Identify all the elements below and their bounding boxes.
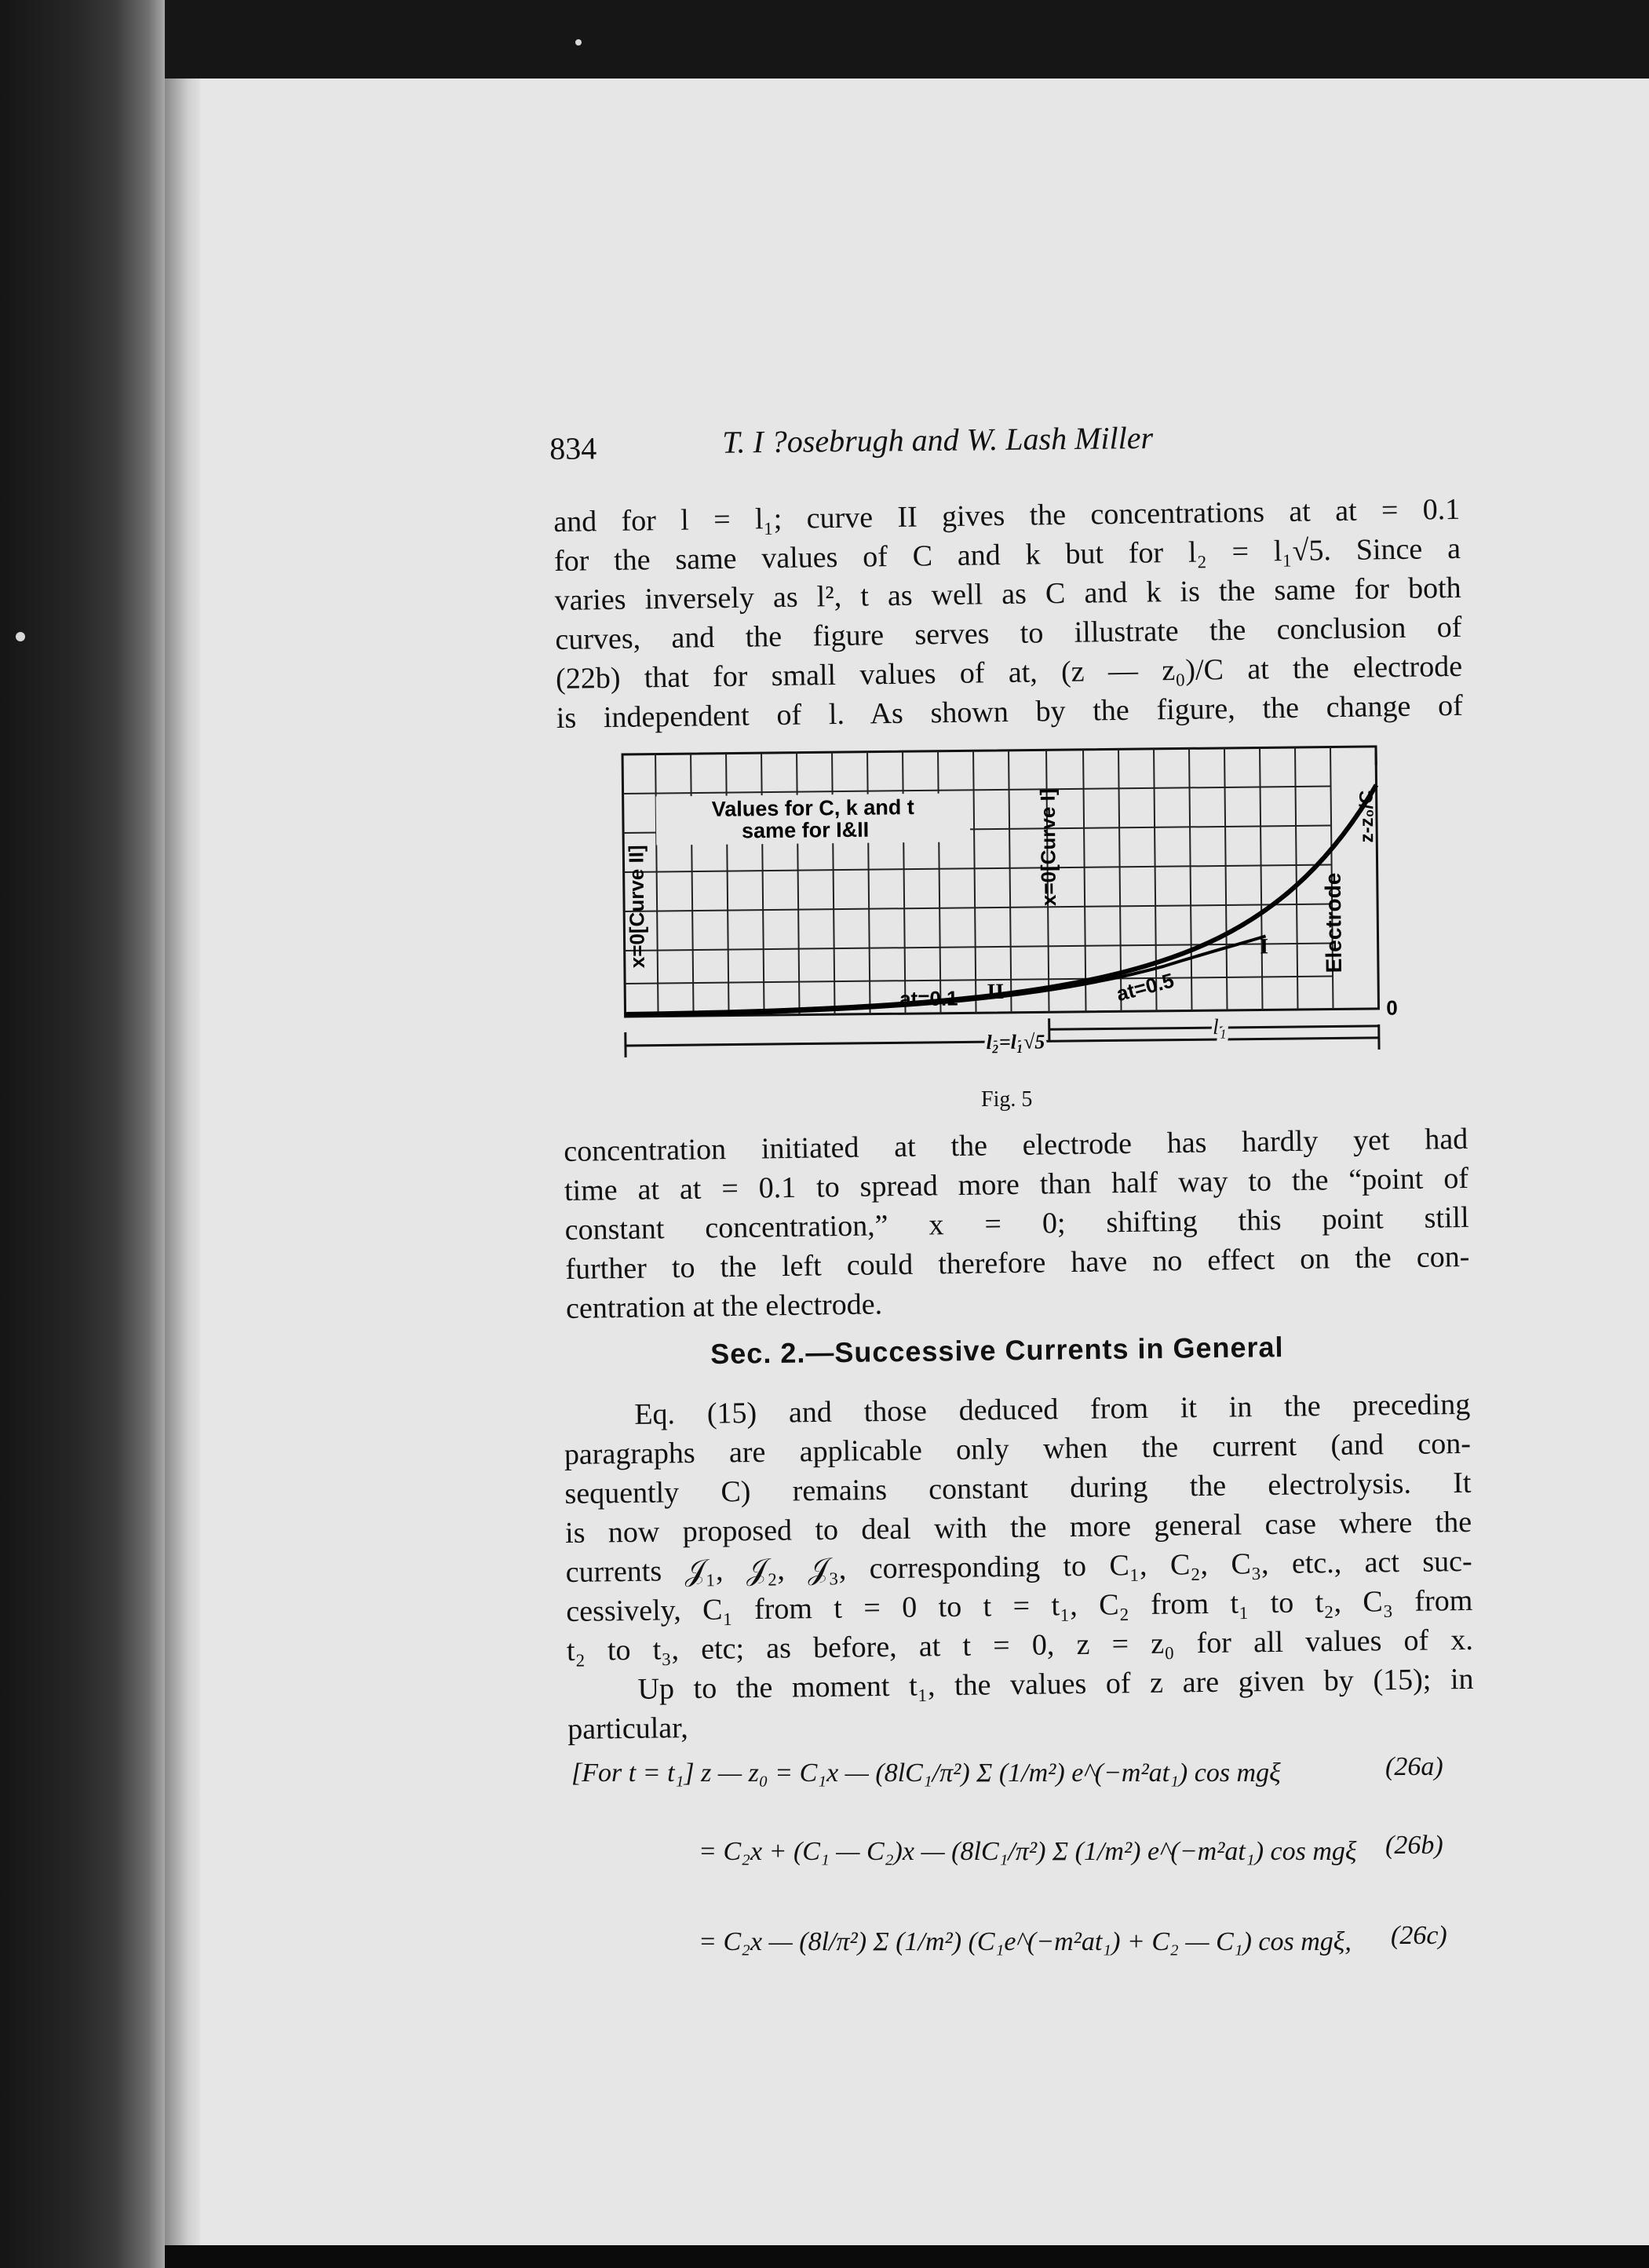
text-line: further to the left could therefore have no effect on the con-: [565, 1240, 1470, 1286]
equation-26a: [For t = t₁] z — z₀ = C₁x — (8lC₁/π²) Σ (1/m²) e^(−m²at₁) cos mgξ: [571, 1759, 1281, 1788]
text-line: concentration initiated at the electrode has hardly yet had: [564, 1122, 1468, 1168]
text-line: cessively, C₁ from t = 0 to t = t₁, C₂ from t₁ to t₂, C₃ from: [566, 1583, 1473, 1628]
figure-grid: [622, 747, 1333, 1017]
scanner-left-margin: [0, 0, 165, 2268]
label-zero: 0: [1386, 995, 1398, 1020]
text-line: sequently C) remains constant during the electrolysis. It: [564, 1466, 1472, 1510]
figure-5: [620, 742, 1398, 1079]
text-line: curves, and the figure serves to illustrate the conclusion of: [555, 610, 1462, 656]
text-line: Eq. (15) and those deduced from it in the preceding: [634, 1387, 1471, 1431]
equation-26b: = C₂x + (C₁ — C₂)x — (8lC₁/π²) Σ (1/m²) e^(−m²at₁) cos mgξ: [699, 1837, 1357, 1866]
text-line: constant concentration,” x = 0; shifting this point still: [564, 1200, 1469, 1247]
section-heading: Sec. 2.—Successive Currents in General: [710, 1331, 1284, 1370]
paragraph-1: [553, 490, 1463, 738]
figure-note-line-1: Values for C, k and t: [711, 795, 914, 821]
label-l1: l₁: [1212, 1014, 1227, 1040]
text-line: particular,: [567, 1711, 688, 1746]
figure-caption: Fig. 5: [981, 1087, 1033, 1112]
label-electrode: Electrode: [1320, 872, 1347, 973]
text-line: for the same values of C and k but for l₂ = l₁√5. Since a: [553, 531, 1461, 578]
text-line: time at at = 0.1 to spread more than half way to the “point of: [564, 1161, 1469, 1207]
paragraph-3: [564, 1385, 1474, 1749]
label-curve-i: I: [1260, 934, 1269, 959]
figure-note-line-2: same for I&II: [741, 817, 870, 843]
label-y-axis: z-z₀/C: [1355, 790, 1378, 843]
text-line: t₂ to t₃, etc; as before, at t = 0, z = z₀ for all values of x.: [566, 1623, 1474, 1667]
text-line: is now proposed to deal with the more general case where the: [564, 1505, 1472, 1550]
page-edge-shadow: [165, 79, 204, 2245]
text-line: varies inversely as l², t as well as C and k is the same for both: [554, 571, 1461, 617]
label-left-x0: x=0[Curve II]: [624, 845, 649, 969]
scan-speck: [575, 39, 582, 46]
label-l2: l₂=l₁√5: [986, 1030, 1045, 1054]
label-curve-ii: II: [987, 979, 1005, 1005]
text-line: is independent of l. As shown by the figure, the change of: [556, 688, 1464, 735]
label-mid-x0: x=0[Curve I]: [1035, 788, 1061, 907]
equation-number-26b: (26b): [1385, 1831, 1443, 1860]
text-line: and for l = l₁; curve II gives the concentrations at at = 0.1: [553, 492, 1461, 539]
figure-5-graph: [620, 742, 1398, 1079]
equation-26c: = C₂x — (8l/π²) Σ (1/m²) (C₁e^(−m²at₁) + C₂ — C₁) cos mgξ,: [699, 1927, 1352, 1956]
text-line: currents 𝒥₁, 𝒥₂, 𝒥₃, corresponding to C₁, C₂, C₃, etc., act suc-: [565, 1544, 1472, 1589]
equation-number-26a: (26a): [1385, 1752, 1443, 1781]
running-head: T. I ?osebrugh and W. Lash Miller: [721, 419, 1154, 460]
paragraph-2: [564, 1119, 1470, 1328]
text-line: centration at the electrode.: [565, 1287, 883, 1325]
scan-speck: [16, 632, 25, 641]
label-at-0-5: at=0.5: [1114, 968, 1177, 1006]
label-at-0-1: at=0.1: [899, 986, 958, 1011]
scanner-top-margin: [0, 0, 1649, 86]
text-line: paragraphs are applicable only when the current (and con-: [564, 1426, 1472, 1471]
equation-number-26c: (26c): [1391, 1921, 1447, 1950]
page-number: 834: [549, 430, 597, 466]
text-line: (22b) that for small values of at, (z — z₀)/C at the electrode: [555, 649, 1463, 696]
text-line: Up to the moment t₁, the values of z are given by (15); in: [637, 1662, 1474, 1706]
